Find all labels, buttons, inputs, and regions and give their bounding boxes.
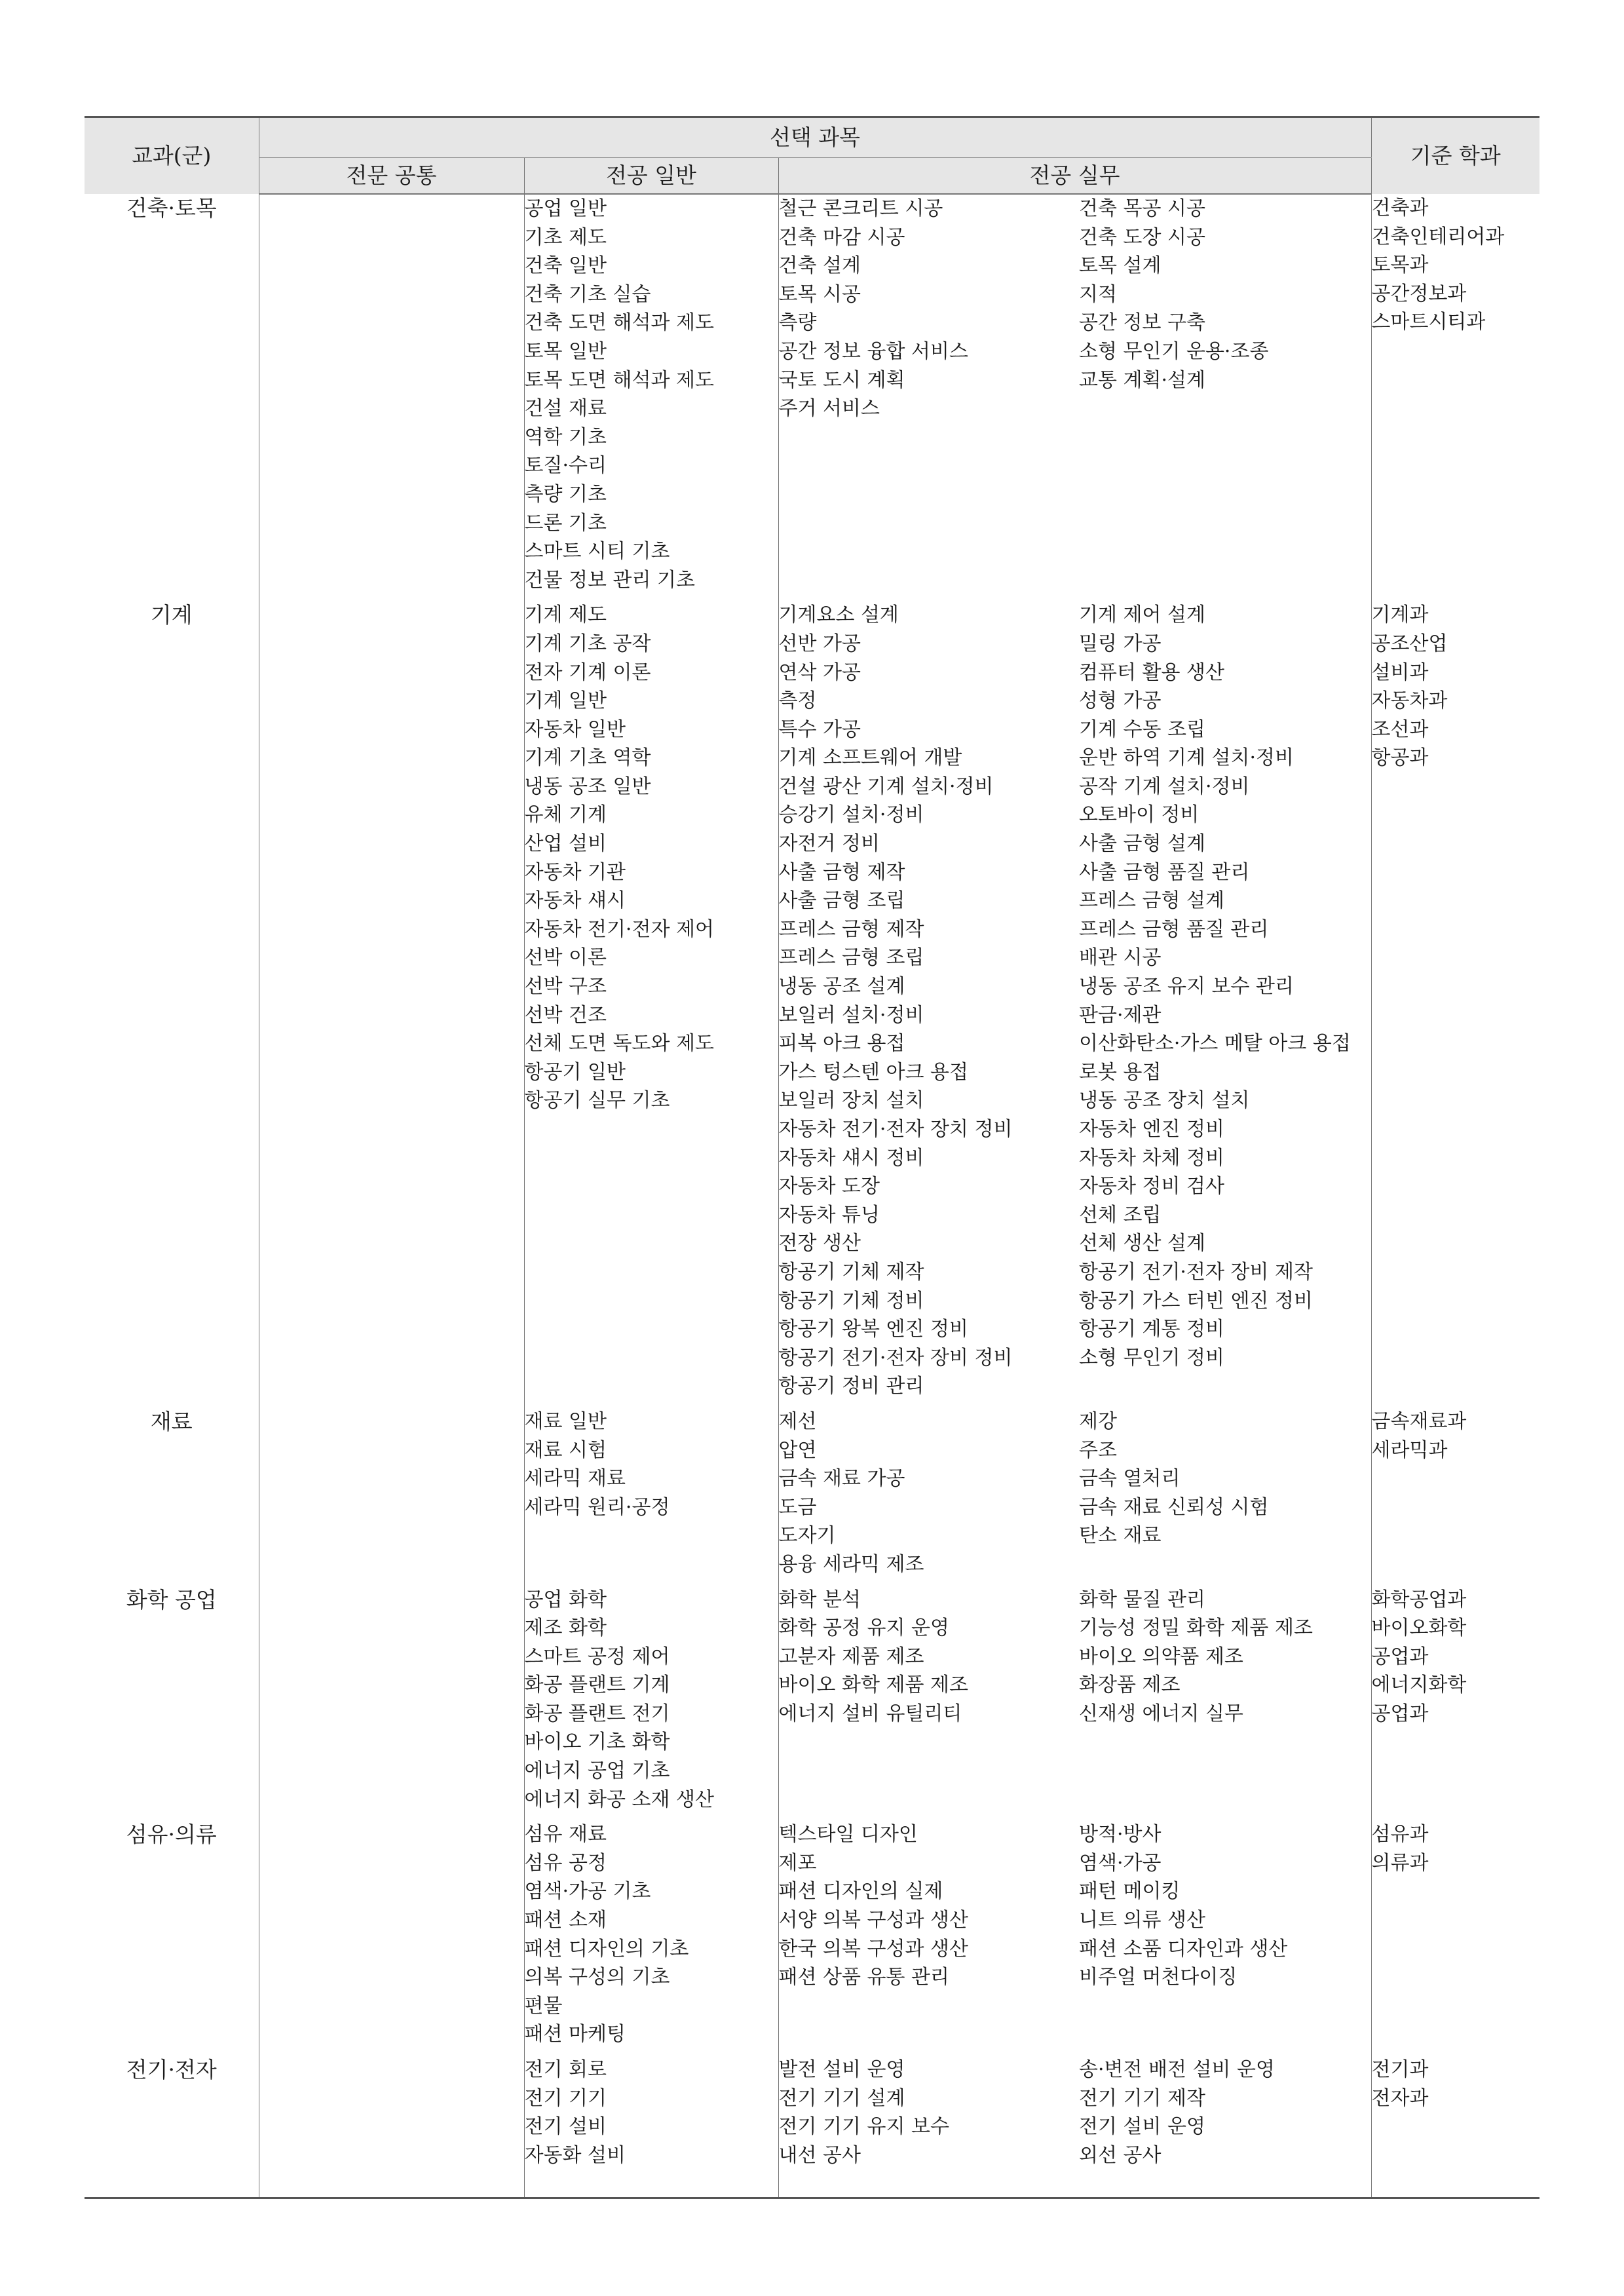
subject-item: 역학 기초 xyxy=(524,425,607,449)
table-row xyxy=(85,1814,1539,2049)
subject-item: 기계 기초 역학 xyxy=(524,746,651,770)
subject-item: 의복 구성의 기초 xyxy=(524,1966,670,1989)
subject-item: 피복 아크 용접 xyxy=(778,1032,905,1056)
field-name: 섬유·의류 xyxy=(126,1822,217,1848)
subject-item: 제강 xyxy=(1079,1409,1117,1433)
practical-subjects-cell-b xyxy=(1070,594,1371,1401)
common-subjects-cell xyxy=(259,1401,524,1579)
subject-item: 스마트 시티 기초 xyxy=(524,540,670,564)
subject-item: 건축 도면 해석과 제도 xyxy=(524,311,714,335)
subject-item: 스마트 공정 제어 xyxy=(524,1645,670,1668)
subject-item: 에너지 화공 소재 생산 xyxy=(524,1788,714,1811)
common-subjects-cell xyxy=(259,2049,524,2198)
curriculum-table xyxy=(85,116,1539,2199)
header-general: 전공 일반 xyxy=(524,158,778,195)
subject-item: 바이오 기초 화학 xyxy=(524,1731,670,1754)
table-row xyxy=(85,2049,1539,2198)
header-select-subjects: 선택 과목 xyxy=(259,117,1371,158)
dept-cell xyxy=(1371,1401,1539,1579)
subject-item: 자동차 섀시 정비 xyxy=(778,1146,924,1170)
general-subjects-cell xyxy=(524,1401,778,1579)
subject-item: 항공기 실무 기초 xyxy=(524,1089,670,1113)
subject-item: 철근 콘크리트 시공 xyxy=(778,197,943,220)
table-row xyxy=(85,194,1539,594)
subject-item: 섬유 공정 xyxy=(524,1851,607,1875)
subject-item: 한국 의복 구성과 생산 xyxy=(778,1937,968,1961)
general-subjects-cell xyxy=(524,194,778,594)
field-name: 재료 xyxy=(150,1408,193,1434)
subject-item: 기계요소 설계 xyxy=(778,603,899,627)
dept-item: 금속재료과 xyxy=(1371,1409,1467,1433)
subject-item: 이산화탄소·가스 메탈 아크 용접 xyxy=(1079,1032,1351,1056)
subject-item: 바이오 화학 제품 제조 xyxy=(778,1674,968,1697)
subject-item: 선박 이론 xyxy=(524,946,607,970)
subject-item: 전기 기기 제작 xyxy=(1079,2086,1205,2110)
subject-item: 항공기 전기·전자 장비 정비 xyxy=(778,1346,1013,1369)
subject-item: 연삭 가공 xyxy=(778,660,861,684)
subject-item: 선박 건조 xyxy=(524,1003,607,1027)
subject-item: 판금·제관 xyxy=(1079,1003,1161,1027)
subject-item: 기계 제도 xyxy=(524,603,607,627)
table-row xyxy=(85,1579,1539,1814)
subject-item: 선체 생산 설계 xyxy=(1079,1232,1205,1255)
subject-item: 기계 기초 공작 xyxy=(524,632,651,655)
subject-item: 사출 금형 조립 xyxy=(778,889,905,913)
subject-item: 패션 디자인의 실제 xyxy=(778,1880,943,1904)
subject-item: 발전 설비 운영 xyxy=(778,2058,905,2081)
subject-item: 냉동 공조 일반 xyxy=(524,775,651,798)
subject-item: 특수 가공 xyxy=(778,718,861,741)
subject-item: 배관 시공 xyxy=(1079,946,1161,970)
dept-cell xyxy=(1371,1814,1539,2049)
subject-item: 교통 계획·설계 xyxy=(1079,368,1205,392)
subject-item: 텍스타일 디자인 xyxy=(778,1823,918,1846)
subject-item: 토질·수리 xyxy=(524,454,607,478)
subject-item: 프레스 금형 설계 xyxy=(1079,889,1224,913)
field-name: 화학 공업 xyxy=(126,1586,217,1613)
subject-item: 성형 가공 xyxy=(1079,689,1161,713)
dept-item: 설비과 xyxy=(1371,660,1429,684)
dept-item: 기계과 xyxy=(1371,603,1429,627)
dept-item: 공업과 xyxy=(1371,1702,1429,1725)
practical-subjects-cell-b xyxy=(1070,194,1371,594)
header-field: 교과(군) xyxy=(85,117,259,195)
subject-item: 기초 제도 xyxy=(524,225,607,249)
subject-item: 재료 일반 xyxy=(524,1409,607,1433)
subject-item: 화학 공정 유지 운영 xyxy=(778,1617,949,1640)
subject-item: 패션 디자인의 기초 xyxy=(524,1937,689,1961)
subject-item: 가스 텅스텐 아크 용접 xyxy=(778,1060,968,1084)
dept-item: 화학공업과 xyxy=(1371,1588,1467,1611)
subject-item: 고분자 제품 제조 xyxy=(778,1645,924,1668)
dept-item: 스마트시티과 xyxy=(1371,311,1486,334)
dept-cell xyxy=(1371,594,1539,1401)
subject-item: 섬유 재료 xyxy=(524,1823,607,1846)
common-subjects-cell xyxy=(259,1579,524,1814)
subject-item: 니트 의류 생산 xyxy=(1079,1909,1205,1932)
subject-item: 사출 금형 품질 관리 xyxy=(1079,860,1250,884)
subject-item: 자동차 일반 xyxy=(524,718,626,741)
subject-item: 운반 하역 기계 설치·정비 xyxy=(1079,746,1294,770)
practical-subjects-cell-a xyxy=(778,1814,1070,2049)
header-practical: 전공 실무 xyxy=(778,158,1371,195)
subject-item: 주조 xyxy=(1079,1438,1117,1462)
dept-item: 공조산업 xyxy=(1371,632,1448,655)
dept-item: 건축인테리어과 xyxy=(1371,225,1505,248)
subject-item: 건설 광산 기계 설치·정비 xyxy=(778,775,994,798)
practical-subjects-cell-b xyxy=(1070,1579,1371,1814)
subject-item: 전기 설비 xyxy=(524,2115,607,2139)
subject-item: 건축 일반 xyxy=(524,254,607,278)
subject-item: 전자 기계 이론 xyxy=(524,660,651,684)
subject-item: 서양 의복 구성과 생산 xyxy=(778,1909,968,1932)
dept-cell xyxy=(1371,2049,1539,2198)
subject-item: 공업 일반 xyxy=(524,197,607,220)
subject-item: 로봇 용접 xyxy=(1079,1060,1161,1084)
subject-item: 지적 xyxy=(1079,282,1117,306)
subject-item: 제조 화학 xyxy=(524,1617,607,1640)
table-header xyxy=(85,117,1539,195)
subject-item: 측정 xyxy=(778,689,817,713)
subject-item: 오토바이 정비 xyxy=(1079,803,1199,827)
subject-item: 자동차 정비 검사 xyxy=(1079,1175,1224,1198)
subject-item: 선반 가공 xyxy=(778,632,861,655)
subject-item: 신재생 에너지 실무 xyxy=(1079,1702,1243,1725)
subject-item: 건축 기초 실습 xyxy=(524,282,651,306)
subject-item: 기능성 정밀 화학 제품 제조 xyxy=(1079,1617,1313,1640)
dept-item: 세라믹과 xyxy=(1371,1438,1448,1462)
subject-item: 소형 무인기 정비 xyxy=(1079,1346,1224,1369)
subject-item: 건축 설계 xyxy=(778,254,861,278)
dept-item: 섬유과 xyxy=(1371,1823,1429,1846)
subject-item: 자동차 전기·전자 장치 정비 xyxy=(778,1118,1013,1141)
dept-item: 바이오화학 xyxy=(1371,1617,1467,1640)
subject-item: 공간 정보 융합 서비스 xyxy=(778,339,968,363)
subject-item: 금속 재료 신뢰성 시험 xyxy=(1079,1495,1269,1519)
subject-item: 자동차 차체 정비 xyxy=(1079,1146,1224,1170)
table-row xyxy=(85,594,1539,1401)
subject-item: 자동차 기관 xyxy=(524,860,626,884)
subject-item: 압연 xyxy=(778,1438,817,1462)
subject-item: 에너지 공업 기초 xyxy=(524,1759,670,1783)
common-subjects-cell xyxy=(259,1814,524,2049)
subject-item: 공업 화학 xyxy=(524,1588,607,1611)
dept-item: 항공과 xyxy=(1371,746,1429,770)
subject-item: 화공 플랜트 전기 xyxy=(524,1702,670,1725)
subject-item: 화학 물질 관리 xyxy=(1079,1588,1205,1611)
subject-item: 편물 xyxy=(524,1994,563,2018)
subject-item: 건설 재료 xyxy=(524,397,607,421)
subject-item: 기계 소프트웨어 개발 xyxy=(778,746,962,770)
subject-item: 자동차 섀시 xyxy=(524,889,626,913)
subject-item: 항공기 기체 정비 xyxy=(778,1289,924,1312)
subject-item: 항공기 기체 제작 xyxy=(778,1260,924,1284)
subject-item: 항공기 일반 xyxy=(524,1060,626,1084)
general-subjects-cell xyxy=(524,2049,778,2198)
dept-item: 자동차과 xyxy=(1371,689,1448,713)
subject-item: 전기 회로 xyxy=(524,2058,607,2081)
subject-item: 선체 조립 xyxy=(1079,1203,1161,1227)
practical-subjects-cell-b xyxy=(1070,2049,1371,2198)
subject-item: 측량 xyxy=(778,311,817,335)
subject-item: 내선 공사 xyxy=(778,2143,861,2167)
subject-item: 도금 xyxy=(778,1495,817,1519)
general-subjects-cell xyxy=(524,1814,778,2049)
subject-item: 자전거 정비 xyxy=(778,832,880,856)
general-subjects-cell xyxy=(524,594,778,1401)
subject-item: 도자기 xyxy=(778,1524,836,1548)
field-name: 전기·전자 xyxy=(85,2049,259,2198)
subject-item: 제선 xyxy=(778,1409,817,1433)
subject-item: 염색·가공 기초 xyxy=(524,1880,651,1904)
subject-item: 패턴 메이킹 xyxy=(1079,1880,1180,1904)
subject-item: 세라믹 재료 xyxy=(524,1467,626,1491)
subject-item: 주거 서비스 xyxy=(778,397,880,421)
subject-item: 패션 상품 유통 관리 xyxy=(778,1966,949,1989)
subject-item: 자동차 도장 xyxy=(778,1175,880,1198)
subject-item: 화공 플랜트 기계 xyxy=(524,1674,670,1697)
subject-item: 전장 생산 xyxy=(778,1232,861,1255)
subject-item: 비주얼 머천다이징 xyxy=(1079,1966,1237,1989)
subject-item: 탄소 재료 xyxy=(1079,1524,1161,1548)
subject-item: 항공기 가스 터빈 엔진 정비 xyxy=(1079,1289,1313,1312)
dept-cell xyxy=(1371,1579,1539,1814)
subject-item: 외선 공사 xyxy=(1079,2143,1161,2167)
subject-item: 용융 세라믹 제조 xyxy=(778,1552,924,1576)
subject-item: 보일러 장치 설치 xyxy=(778,1089,924,1113)
subject-item: 패션 소품 디자인과 생산 xyxy=(1079,1937,1288,1961)
subject-item: 항공기 정비 관리 xyxy=(778,1375,924,1398)
subject-item: 프레스 금형 품질 관리 xyxy=(1079,917,1269,941)
header-dept: 기준 학과 xyxy=(1371,117,1539,195)
subject-item: 토목 도면 해석과 제도 xyxy=(524,368,714,392)
subject-item: 국토 도시 계획 xyxy=(778,368,905,392)
subject-item: 프레스 금형 조립 xyxy=(778,946,924,970)
subject-item: 전기 기기 유지 보수 xyxy=(778,2115,949,2139)
subject-item: 자동차 엔진 정비 xyxy=(1079,1118,1224,1141)
dept-item: 에너지화학 xyxy=(1371,1674,1467,1697)
subject-item: 토목 설계 xyxy=(1079,254,1161,278)
subject-item: 승강기 설치·정비 xyxy=(778,803,924,827)
subject-item: 산업 설비 xyxy=(524,832,607,856)
subject-item: 전기 기기 xyxy=(524,2086,607,2110)
dept-item: 공업과 xyxy=(1371,1645,1429,1668)
subject-item: 건축 목공 시공 xyxy=(1079,197,1205,220)
subject-item: 염색·가공 xyxy=(1079,1851,1161,1875)
subject-item: 세라믹 원리·공정 xyxy=(524,1495,670,1519)
dept-item: 토목과 xyxy=(1371,254,1429,277)
table-body xyxy=(85,194,1539,2198)
practical-subjects-cell-a xyxy=(778,1401,1070,1579)
practical-subjects-cell-a xyxy=(778,1579,1070,1814)
subject-item: 패션 소재 xyxy=(524,1909,607,1932)
subject-item: 자동화 설비 xyxy=(524,2143,626,2167)
subject-item: 재료 시험 xyxy=(524,1438,607,1462)
subject-item: 토목 일반 xyxy=(524,339,607,363)
practical-subjects-cell-b xyxy=(1070,1401,1371,1579)
common-subjects-cell xyxy=(259,594,524,1401)
subject-item: 방적·방사 xyxy=(1079,1823,1161,1846)
subject-item: 기계 제어 설계 xyxy=(1079,603,1205,627)
subject-item: 건축 마감 시공 xyxy=(778,225,905,249)
subject-item: 화장품 제조 xyxy=(1079,1674,1180,1697)
dept-cell xyxy=(1371,194,1539,594)
general-subjects-cell xyxy=(524,1579,778,1814)
subject-item: 기계 일반 xyxy=(524,689,607,713)
subject-item: 공간 정보 구축 xyxy=(1079,311,1205,335)
subject-item: 냉동 공조 장치 설치 xyxy=(1079,1089,1250,1113)
subject-item: 사출 금형 설계 xyxy=(1079,832,1205,856)
subject-item: 금속 재료 가공 xyxy=(778,1467,905,1491)
subject-item: 항공기 왕복 엔진 정비 xyxy=(778,1318,968,1341)
subject-item: 제포 xyxy=(778,1851,817,1875)
subject-item: 항공기 전기·전자 장비 제작 xyxy=(1079,1260,1313,1284)
subject-item: 선체 도면 독도와 제도 xyxy=(524,1032,714,1056)
subject-item: 에너지 설비 유틸리티 xyxy=(778,1702,962,1725)
subject-item: 냉동 공조 유지 보수 관리 xyxy=(1079,975,1294,999)
subject-item: 전기 설비 운영 xyxy=(1079,2115,1205,2139)
subject-item: 자동차 튜닝 xyxy=(778,1203,880,1227)
subject-item: 건축 도장 시공 xyxy=(1079,225,1205,249)
dept-item: 건축과 xyxy=(1371,197,1429,220)
subject-item: 기계 수동 조립 xyxy=(1079,718,1205,741)
practical-subjects-cell-a xyxy=(778,2049,1070,2198)
practical-subjects-cell-b xyxy=(1070,1814,1371,2049)
subject-item: 전기 기기 설계 xyxy=(778,2086,905,2110)
subject-item: 건물 정보 관리 기초 xyxy=(524,568,695,592)
subject-item: 공작 기계 설치·정비 xyxy=(1079,775,1250,798)
subject-item: 유체 기계 xyxy=(524,803,607,827)
subject-item: 바이오 의약품 제조 xyxy=(1079,1645,1243,1668)
common-subjects-cell xyxy=(259,194,524,594)
subject-item: 컴퓨터 활용 생산 xyxy=(1079,660,1224,684)
subject-item: 사출 금형 제작 xyxy=(778,860,905,884)
subject-item: 항공기 계통 정비 xyxy=(1079,1318,1224,1341)
field-name: 건축·토목 xyxy=(126,195,217,221)
subject-item: 선박 구조 xyxy=(524,975,607,999)
table-row xyxy=(85,1401,1539,1579)
subject-item: 냉동 공조 설계 xyxy=(778,975,905,999)
dept-item: 의류과 xyxy=(1371,1851,1429,1875)
header-common: 전문 공통 xyxy=(259,158,524,195)
dept-item: 전자과 xyxy=(1371,2086,1429,2110)
subject-item: 자동차 전기·전자 제어 xyxy=(524,917,714,941)
practical-subjects-cell-a xyxy=(778,194,1070,594)
subject-item: 화학 분석 xyxy=(778,1588,861,1611)
subject-item: 측량 기초 xyxy=(524,482,607,506)
subject-item: 토목 시공 xyxy=(778,282,861,306)
subject-item: 소형 무인기 운용·조종 xyxy=(1079,339,1269,363)
practical-subjects-cell-a xyxy=(778,594,1070,1401)
dept-item: 조선과 xyxy=(1371,718,1429,741)
dept-item: 공간정보과 xyxy=(1371,282,1467,305)
subject-item: 프레스 금형 제작 xyxy=(778,917,924,941)
subject-item: 송·변전 배전 설비 운영 xyxy=(1079,2058,1275,2081)
subject-item: 금속 열처리 xyxy=(1079,1467,1180,1491)
subject-item: 밀링 가공 xyxy=(1079,632,1161,655)
subject-item: 보일러 설치·정비 xyxy=(778,1003,924,1027)
subject-item: 드론 기초 xyxy=(524,511,607,535)
field-name: 기계 xyxy=(150,602,193,628)
subject-item: 패션 마케팅 xyxy=(524,2023,626,2046)
dept-item: 전기과 xyxy=(1371,2058,1429,2081)
